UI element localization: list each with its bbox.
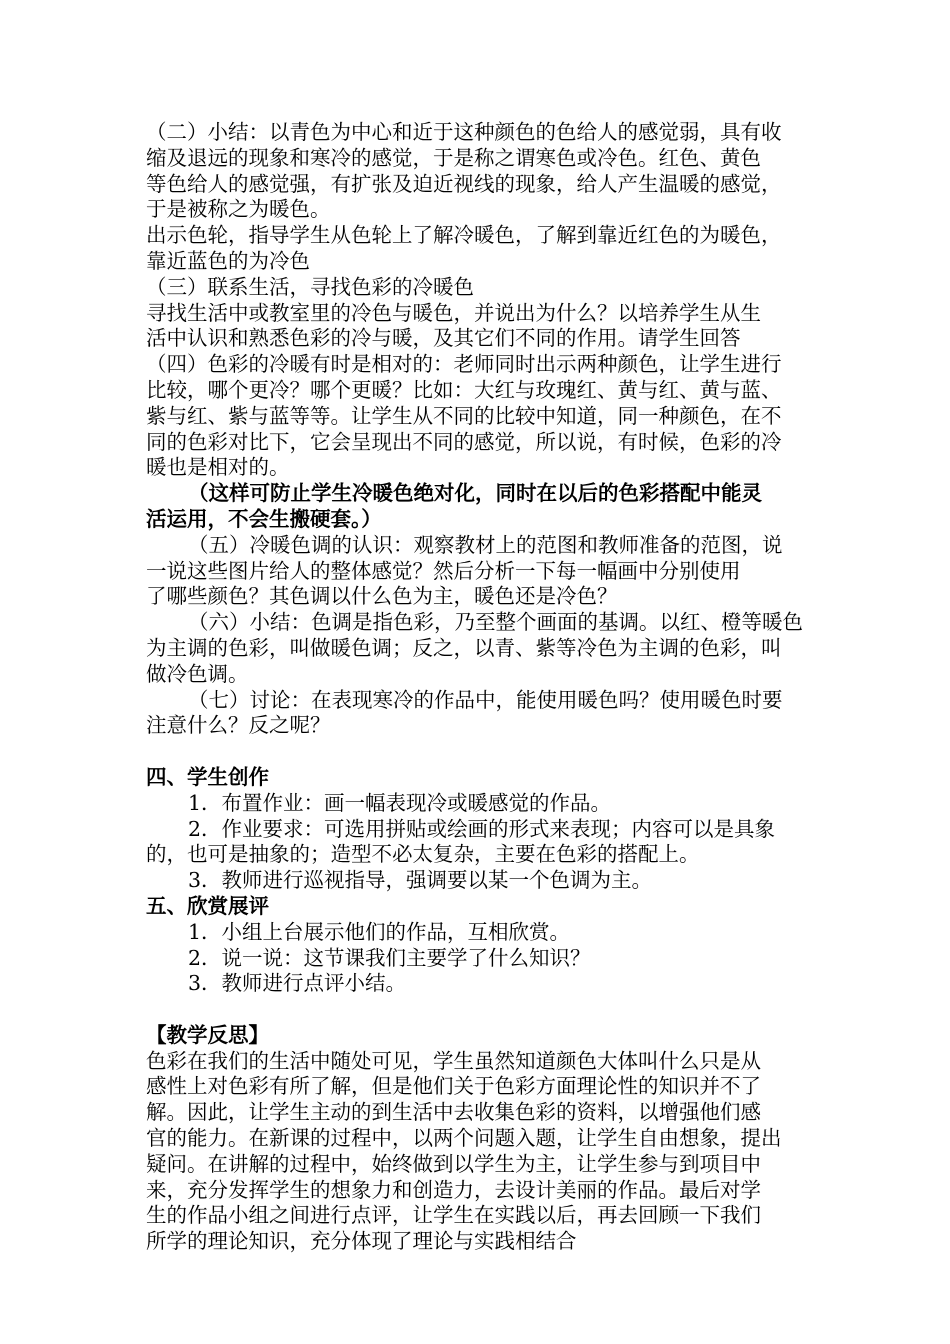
section-heading-student-creation: 四、学生创作 (146, 764, 269, 789)
text-line: 缩及退远的现象和寒冷的感觉，于是称之谓寒色或冷色。红色、黄色 (146, 145, 761, 170)
text-line: （二）小结：以青色为中心和近于这种颜色的色给人的感觉弱，具有收 (146, 120, 782, 144)
list-item: 3．教师进行巡视指导，强调要以某一个色调为主。 (188, 868, 653, 893)
text-line: 做冷色调。 (146, 661, 249, 686)
list-item: 2．说一说：这节课我们主要学了什么知识？ (188, 945, 591, 970)
list-item: 2．作业要求：可选用拼贴或绘画的形式来表现；内容可以是具象 (188, 816, 776, 841)
text-line: 寻找生活中或教室里的冷色与暖色，并说出为什么？以培养学生从生 (146, 300, 761, 325)
life-colors-paragraph (146, 301, 816, 353)
text-line: （六）小结：色调是指色彩，乃至整个画面的基调。以红、橙等暖色 (188, 610, 803, 635)
text-line: 感性上对色彩有所了解，但是他们关于色彩方面理论性的知识并不了 (146, 1074, 761, 1099)
tone-recognition-paragraph (146, 533, 816, 610)
text-line: 官的能力。在新课的过程中，以两个问题入题，让学生自由想象，提出 (146, 1126, 782, 1151)
text-line: 暖也是相对的。 (146, 455, 290, 480)
blank-line (146, 997, 816, 1023)
text-line: 解。因此，让学生主动的到生活中去收集色彩的资料，以增强他们感 (146, 1100, 761, 1125)
text-line: 一说这些图片给人的整体感觉？然后分析一下每一幅画中分别使用 (146, 558, 741, 583)
text-line: 比较，哪个更冷？哪个更暖？比如：大红与玫瑰红、黄与红、黄与蓝、 (146, 377, 782, 402)
text-line: 于是被称之为暖色。 (146, 197, 331, 222)
text-line: 等色给人的感觉强，有扩张及迫近视线的现象，给人产生温暖的感觉， (146, 171, 782, 196)
blank-line (146, 739, 816, 765)
bold-note (146, 481, 816, 533)
text-line: 活运用，不会生搬硬套。） (146, 506, 382, 531)
tone-summary-paragraph (146, 610, 816, 687)
text-line: 来，充分发挥学生的想象力和创造力，去设计美丽的作品。最后对学 (146, 1177, 761, 1202)
creation-list (146, 791, 816, 894)
document-page (146, 120, 816, 1255)
color-wheel-paragraph (146, 223, 816, 275)
list-item: 1．布置作业：画一幅表现冷或暖感觉的作品。 (188, 790, 612, 815)
section-heading-appreciation: 五、欣赏展评 (146, 893, 269, 918)
text-line: 所学的理论知识，充分体现了理论与实践相结合 (146, 1229, 577, 1254)
text-line: （这样可防止学生冷暖色绝对化，同时在以后的色彩搭配中能灵 (188, 481, 762, 506)
section-heading-reflection: 【教学反思】 (146, 1022, 269, 1047)
text-line: 同的色彩对比下，它会呈现出不同的感觉，所以说，有时候，色彩的冷 (146, 429, 782, 454)
list-item: 1．小组上台展示他们的作品，互相欣赏。 (188, 919, 571, 944)
text-line: 为主调的色彩，叫做暖色调；反之，以青、紫等冷色为主调的色彩，叫 (146, 635, 782, 660)
text-line: 注意什么？反之呢？ (146, 713, 331, 738)
appreciation-list (146, 920, 816, 997)
subsection-title-3: （三）联系生活，寻找色彩的冷暖色 (146, 274, 474, 299)
text-line: 生的作品小组之间进行点评，让学生在实践以后，再去回顾一下我们 (146, 1203, 761, 1228)
text-line: 紫与红、紫与蓝等等。让学生从不同的比较中知道，同一种颜色，在不 (146, 403, 782, 428)
text-line: 活中认识和熟悉色彩的冷与暖，及其它们不同的作用。请学生回答 (146, 326, 741, 351)
text-line: （七）讨论：在表现寒冷的作品中，能使用暖色吗？使用暖色时要 (188, 687, 783, 712)
text-line: 出示色轮，指导学生从色轮上了解冷暖色，了解到靠近红色的为暖色， (146, 223, 782, 248)
text-line: 靠近蓝色的为冷色 (146, 248, 310, 273)
text-line: （四）色彩的冷暖有时是相对的：老师同时出示两种颜色，让学生进行 (146, 352, 782, 377)
relative-warmth-paragraph (146, 352, 816, 481)
text-line: 了哪些颜色？其色调以什么色为主，暖色还是冷色？ (146, 584, 618, 609)
list-item-continuation: 的，也可是抽象的；造型不必太复杂，主要在色彩的搭配上。 (146, 842, 700, 867)
text-line: 色彩在我们的生活中随处可见，学生虽然知道颜色大体叫什么只是从 (146, 1048, 761, 1073)
text-line: 疑问。在讲解的过程中，始终做到以学生为主，让学生参与到项目中 (146, 1151, 761, 1176)
list-item: 3．教师进行点评小结。 (188, 971, 407, 996)
reflection-paragraph (146, 1049, 816, 1255)
summary-paragraph (146, 120, 816, 223)
text-line: （五）冷暖色调的认识：观察教材上的范图和教师准备的范图，说 (188, 532, 783, 557)
discussion-paragraph (146, 688, 816, 740)
